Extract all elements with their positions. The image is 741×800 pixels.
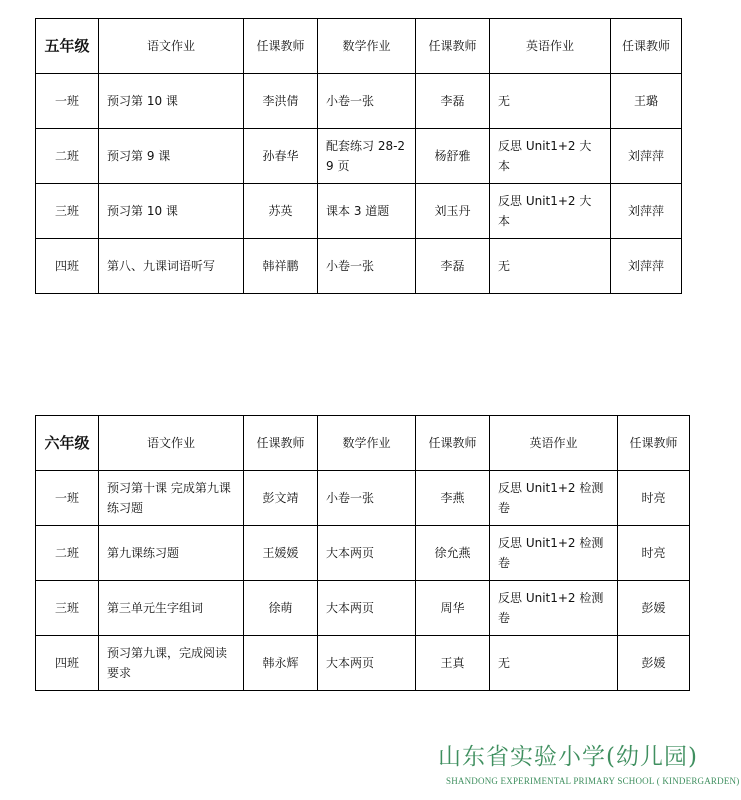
class-name: 四班 <box>36 239 99 294</box>
english-teacher: 刘萍萍 <box>611 184 682 239</box>
header-chinese: 语文作业 <box>99 19 244 74</box>
header-row <box>36 19 682 74</box>
english-homework: 无 <box>490 239 611 294</box>
table-row <box>36 471 690 526</box>
english-teacher: 时亮 <box>618 471 690 526</box>
english-teacher: 刘萍萍 <box>611 239 682 294</box>
chinese-teacher: 韩祥鹏 <box>244 239 318 294</box>
table-row <box>36 74 682 129</box>
school-logo <box>438 740 740 796</box>
class-name: 一班 <box>36 471 99 526</box>
header-math: 数学作业 <box>318 416 416 471</box>
header-chinese-teacher: 任课教师 <box>244 416 318 471</box>
math-homework: 小卷一张 <box>318 74 416 129</box>
math-teacher: 李燕 <box>416 471 490 526</box>
chinese-homework: 预习第九课，完成阅读要求 <box>99 636 244 691</box>
class-name: 一班 <box>36 74 99 129</box>
chinese-homework: 预习第 10 课 <box>99 74 244 129</box>
table-row <box>36 129 682 184</box>
school-name-en: SHANDONG EXPERIMENTAL PRIMARY SCHOOL ( KINDERGARDEN) <box>446 776 740 786</box>
english-teacher: 彭媛 <box>618 581 690 636</box>
class-name: 四班 <box>36 636 99 691</box>
class-name: 二班 <box>36 129 99 184</box>
chinese-homework: 预习第 9 课 <box>99 129 244 184</box>
chinese-teacher: 韩永辉 <box>244 636 318 691</box>
chinese-homework: 预习第十课 完成第九课练习题 <box>99 471 244 526</box>
english-homework: 反思 Unit1+2 检测卷 <box>490 471 618 526</box>
english-homework: 反思 Unit1+2 大本 <box>490 184 611 239</box>
math-teacher: 李磊 <box>416 239 490 294</box>
chinese-teacher: 孙春华 <box>244 129 318 184</box>
math-teacher: 刘玉丹 <box>416 184 490 239</box>
english-homework: 反思 Unit1+2 检测卷 <box>490 581 618 636</box>
chinese-homework: 第九课练习题 <box>99 526 244 581</box>
math-homework: 大本两页 <box>318 636 416 691</box>
class-name: 三班 <box>36 184 99 239</box>
english-teacher: 时亮 <box>618 526 690 581</box>
english-homework: 反思 Unit1+2 检测卷 <box>490 526 618 581</box>
math-teacher: 徐允燕 <box>416 526 490 581</box>
chinese-homework: 预习第 10 课 <box>99 184 244 239</box>
english-teacher: 彭媛 <box>618 636 690 691</box>
math-teacher: 李磊 <box>416 74 490 129</box>
table-row <box>36 581 690 636</box>
chinese-teacher: 彭文靖 <box>244 471 318 526</box>
header-math: 数学作业 <box>318 19 416 74</box>
chinese-teacher: 苏英 <box>244 184 318 239</box>
chinese-homework: 第八、九课词语听写 <box>99 239 244 294</box>
header-english: 英语作业 <box>490 416 618 471</box>
table-row <box>36 636 690 691</box>
header-english: 英语作业 <box>490 19 611 74</box>
math-homework: 小卷一张 <box>318 471 416 526</box>
math-homework: 大本两页 <box>318 581 416 636</box>
english-homework: 无 <box>490 636 618 691</box>
english-teacher: 刘萍萍 <box>611 129 682 184</box>
chinese-teacher: 李洪倩 <box>244 74 318 129</box>
math-teacher: 王真 <box>416 636 490 691</box>
table-row <box>36 239 682 294</box>
math-teacher: 周华 <box>416 581 490 636</box>
math-homework: 小卷一张 <box>318 239 416 294</box>
chinese-teacher: 王媛媛 <box>244 526 318 581</box>
english-teacher: 王璐 <box>611 74 682 129</box>
math-teacher: 杨舒雅 <box>416 129 490 184</box>
class-name: 三班 <box>36 581 99 636</box>
header-chinese: 语文作业 <box>99 416 244 471</box>
header-row <box>36 416 690 471</box>
header-english-teacher: 任课教师 <box>618 416 690 471</box>
header-math-teacher: 任课教师 <box>416 19 490 74</box>
header-math-teacher: 任课教师 <box>416 416 490 471</box>
school-name-cn: 山东省实验小学(幼儿园) <box>438 744 698 770</box>
chinese-homework: 第三单元生字组词 <box>99 581 244 636</box>
math-homework: 课本 3 道题 <box>318 184 416 239</box>
grade-label: 六年级 <box>36 416 99 471</box>
grade-6-homework-table <box>35 415 690 691</box>
table-row <box>36 184 682 239</box>
english-homework: 无 <box>490 74 611 129</box>
english-homework: 反思 Unit1+2 大本 <box>490 129 611 184</box>
math-homework: 大本两页 <box>318 526 416 581</box>
chinese-teacher: 徐萌 <box>244 581 318 636</box>
grade-label: 五年级 <box>36 19 99 74</box>
grade-5-homework-table <box>35 18 682 294</box>
class-name: 二班 <box>36 526 99 581</box>
header-english-teacher: 任课教师 <box>611 19 682 74</box>
header-chinese-teacher: 任课教师 <box>244 19 318 74</box>
table-row <box>36 526 690 581</box>
math-homework: 配套练习 28-29 页 <box>318 129 416 184</box>
